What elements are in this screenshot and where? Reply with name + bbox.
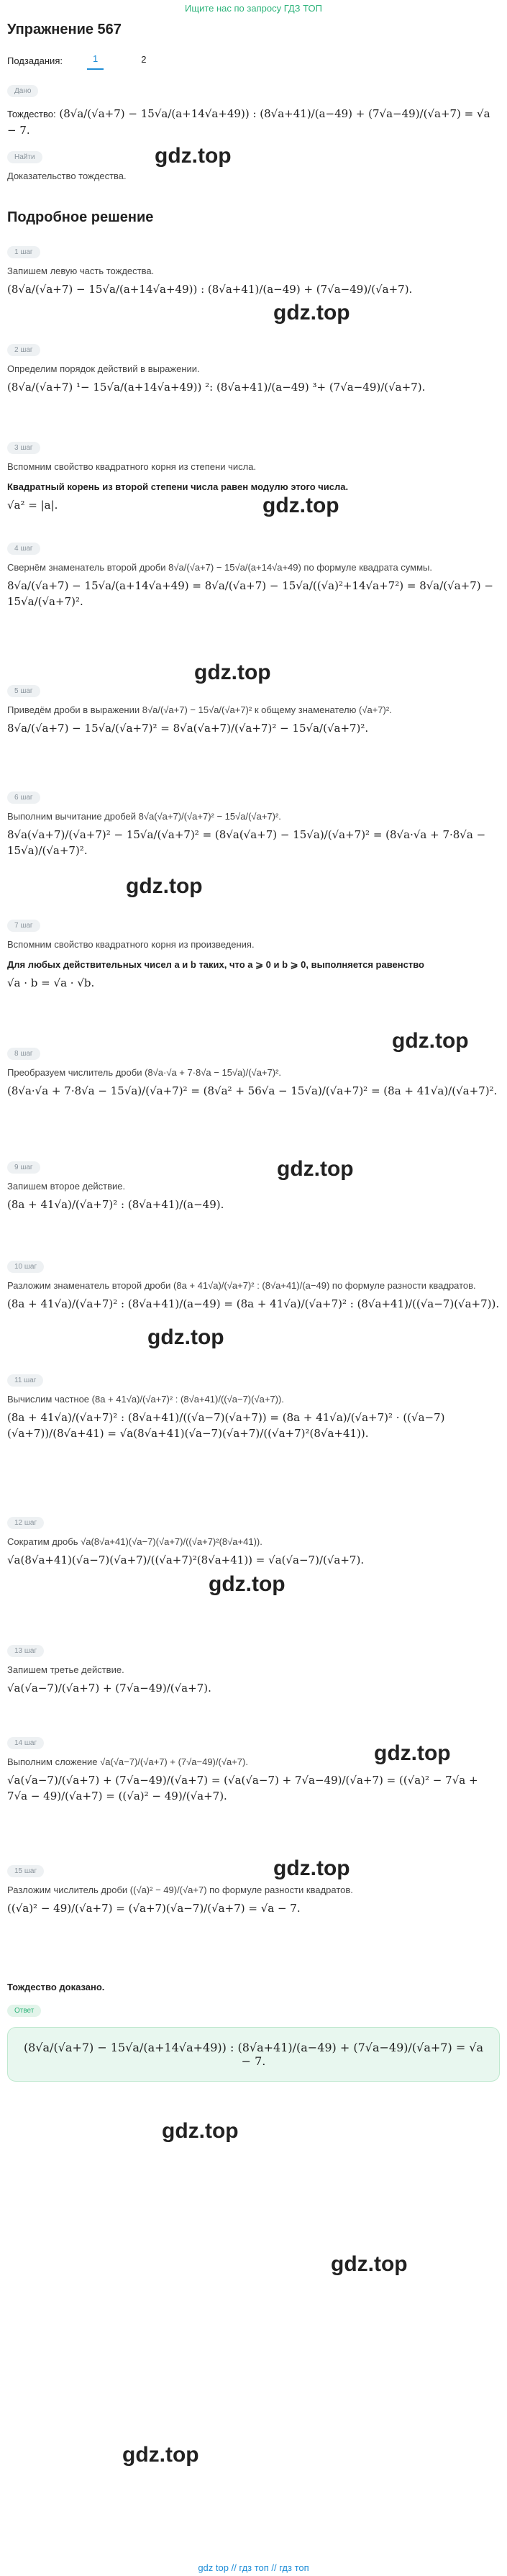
step-text: Запишем левую часть тождества. <box>7 266 155 276</box>
tab-2[interactable]: 2 <box>141 53 147 65</box>
step-math: √a² = |a|. <box>7 499 58 512</box>
step-text: Вспомним свойство квадратного корня из степени числа. <box>7 461 257 472</box>
step-text: Определим порядок действий в выражении. <box>7 363 200 374</box>
step-math: √a · b = √a · √b. <box>7 976 95 989</box>
solution-step <box>0 910 507 1032</box>
watermark: gdz.top <box>147 1325 224 1349</box>
solution-title: Подробное решение <box>7 209 154 225</box>
step-tag: 15 шаг <box>7 1865 44 1877</box>
given-tag: Дано <box>7 85 38 97</box>
steps-list <box>0 236 507 1970</box>
given-label: Тождество: <box>7 109 56 119</box>
conclusion: Тождество доказано. <box>7 1982 105 1992</box>
step-text: Свернём знаменатель второй дроби 8√a/(√a+7) − 15√a/(a+14√a+49) по формуле квадрата суммы. <box>7 562 432 573</box>
solution-step <box>0 1635 507 1721</box>
step-math: 8√a/(√a+7) − 15√a/(√a+7)² = 8√a(√a+7)/(√a+7)² − 15√a/(√a+7)². <box>7 722 369 735</box>
solution-step <box>0 781 507 904</box>
watermark: gdz.top <box>273 301 350 325</box>
watermark: gdz.top <box>194 661 271 684</box>
step-text: Запишем третье действие. <box>7 1664 124 1675</box>
step-tag: 8 шаг <box>7 1048 40 1060</box>
solution-step <box>0 1507 507 1629</box>
step-tag: 12 шаг <box>7 1517 44 1529</box>
step-math: √a(8√a+41)(√a−7)(√a+7)/((√a+7)²(8√a+41)) = √a(√a−7)/(√a+7). <box>7 1554 365 1566</box>
step-math: (8a + 41√a)/(√a+7)² : (8√a+41)/(a−49). <box>7 1198 224 1211</box>
solution-step <box>0 432 507 527</box>
step-tag: 5 шаг <box>7 685 40 697</box>
answer-math: (8√a/(√a+7) − 15√a/(a+14√a+49)) : (8√a+41)/(a−49) + (7√a−49)/(√a+7) = √a − 7. <box>23 2041 484 2068</box>
solution-step <box>0 236 507 328</box>
solution-step <box>0 1151 507 1245</box>
solution-step <box>0 532 507 669</box>
step-rule: Для любых действительных чисел a и b таких, что a ⩾ 0 и b ⩾ 0, выполняется равенство <box>7 959 424 970</box>
watermark: gdz.top <box>122 2443 199 2467</box>
step-text: Выполним сложение √a(√a−7)/(√a+7) + (7√a−49)/(√a+7). <box>7 1756 248 1767</box>
find-tag: Найти <box>7 151 42 163</box>
step-text: Вспомним свойство квадратного корня из произведения. <box>7 939 255 950</box>
step-math: √a(√a−7)/(√a+7) + (7√a−49)/(√a+7) = (√a(√a−7) + 7√a−49)/(√a+7) = ((√a)² − 7√a + 7√a − 49)/(√a+7) = ((√a)² − 49)/(√a+7). <box>7 1774 478 1802</box>
watermark: gdz.top <box>126 874 203 898</box>
watermark: gdz.top <box>262 494 339 517</box>
step-tag: 7 шаг <box>7 920 40 932</box>
watermark: gdz.top <box>374 1741 451 1765</box>
step-rule: Квадратный корень из второй степени числа равен модулю этого числа. <box>7 481 349 492</box>
step-tag: 1 шаг <box>7 246 40 258</box>
step-tag: 10 шаг <box>7 1261 44 1273</box>
answer-box <box>7 2027 500 2082</box>
step-math: ((√a)² − 49)/(√a+7) = (√a+7)(√a−7)/(√a+7) = √a − 7. <box>7 1902 301 1915</box>
step-math: (8√a/(√a+7) ¹− 15√a/(a+14√a+49)) ²: (8√a+41)/(a−49) ³+ (7√a−49)/(√a+7). <box>7 381 426 394</box>
step-text: Разложим числитель дроби ((√a)² − 49)/(√a+7) по формуле разности квадратов. <box>7 1885 353 1895</box>
subtask-label: Подзадания: <box>7 55 63 66</box>
tab-1[interactable]: 1 <box>87 52 104 70</box>
solution-step <box>0 675 507 776</box>
watermark: gdz.top <box>209 1572 286 1596</box>
watermark: gdz.top <box>392 1029 469 1053</box>
given-identity: (8√a/(√a+7) − 15√a/(a+14√a+49)) : (8√a+41)/(a−49) + (7√a−49)/(√a+7) = √a − 7. <box>7 107 490 137</box>
watermark: gdz.top <box>331 2252 408 2276</box>
step-text: Запишем второе действие. <box>7 1181 126 1192</box>
given-block <box>0 103 507 141</box>
step-math: (8a + 41√a)/(√a+7)² : (8√a+41)/((√a−7)(√a+7)) = (8a + 41√a)/(√a+7)² · ((√a−7)(√a+7))/(8√a+41) = √a(8√a+41)(√a−7)(√a+7)/((√a+7)²(8√a+41)). <box>7 1411 445 1440</box>
step-text: Вычислим частное (8a + 41√a)/(√a+7)² : (8√a+41)/((√a−7)(√a+7)). <box>7 1394 284 1405</box>
solution-step <box>0 334 507 426</box>
step-math: (8√a/(√a+7) − 15√a/(a+14√a+49)) : (8√a+41)/(a−49) + (7√a−49)/(√a+7). <box>7 283 413 296</box>
step-math: √a(√a−7)/(√a+7) + (7√a−49)/(√a+7). <box>7 1682 211 1695</box>
footer-links[interactable]: gdz top // гдз топ // гдз топ <box>198 2562 309 2573</box>
step-tag: 2 шаг <box>7 344 40 356</box>
watermark: gdz.top <box>155 144 232 168</box>
find-text: Доказательство тождества. <box>7 171 127 181</box>
solution-step <box>0 1855 507 1970</box>
step-tag: 13 шаг <box>7 1645 44 1657</box>
step-math: 8√a(√a+7)/(√a+7)² − 15√a/(√a+7)² = (8√a(√a+7) − 15√a)/(√a+7)² = (8√a·√a + 7·8√a − 15√a)/(√a+7)². <box>7 828 486 857</box>
top-banner[interactable]: Ищите нас по запросу ГДЗ ТОП <box>185 3 322 14</box>
step-tag: 14 шаг <box>7 1737 44 1749</box>
step-text: Преобразуем числитель дроби (8√a·√a + 7·8√a − 15√a)/(√a+7)². <box>7 1067 282 1078</box>
step-tag: 11 шаг <box>7 1374 43 1387</box>
step-text: Выполним вычитание дробей 8√a(√a+7)/(√a+7)² − 15√a/(√a+7)². <box>7 811 281 822</box>
step-text: Разложим знаменатель второй дроби (8a + 41√a)/(√a+7)² : (8√a+41)/(a−49) по формуле разности квадратов. <box>7 1280 476 1291</box>
solution-step <box>0 1251 507 1359</box>
solution-step <box>0 1038 507 1146</box>
answer-tag: Ответ <box>7 2005 41 2017</box>
step-tag: 9 шаг <box>7 1161 40 1174</box>
step-math: 8√a/(√a+7) − 15√a/(a+14√a+49) = 8√a/(√a+7) − 15√a/((√a)²+14√a+7²) = 8√a/(√a+7) − 15√a/(√a+7)². <box>7 579 493 608</box>
watermark: gdz.top <box>277 1157 354 1181</box>
watermark: gdz.top <box>162 2119 239 2143</box>
subtask-tabs <box>0 46 507 75</box>
step-tag: 3 шаг <box>7 442 40 454</box>
page-title: Упражнение 567 <box>7 22 122 37</box>
step-tag: 6 шаг <box>7 792 40 804</box>
step-text: Приведём дроби в выражении 8√a/(√a+7) − 15√a/(√a+7)² к общему знаменателю (√a+7)². <box>7 704 392 715</box>
watermark: gdz.top <box>273 1856 350 1880</box>
step-tag: 4 шаг <box>7 543 40 555</box>
step-text: Сократим дробь √a(8√a+41)(√a−7)(√a+7)/((√a+7)²(8√a+41)). <box>7 1536 262 1547</box>
solution-step <box>0 1364 507 1501</box>
step-math: (8√a·√a + 7·8√a − 15√a)/(√a+7)² = (8√a² + 56√a − 15√a)/(√a+7)² = (8a + 41√a)/(√a+7)². <box>7 1084 498 1097</box>
step-math: (8a + 41√a)/(√a+7)² : (8√a+41)/(a−49) = (8a + 41√a)/(√a+7)² : (8√a+41)/((√a−7)(√a+7)). <box>7 1297 500 1310</box>
